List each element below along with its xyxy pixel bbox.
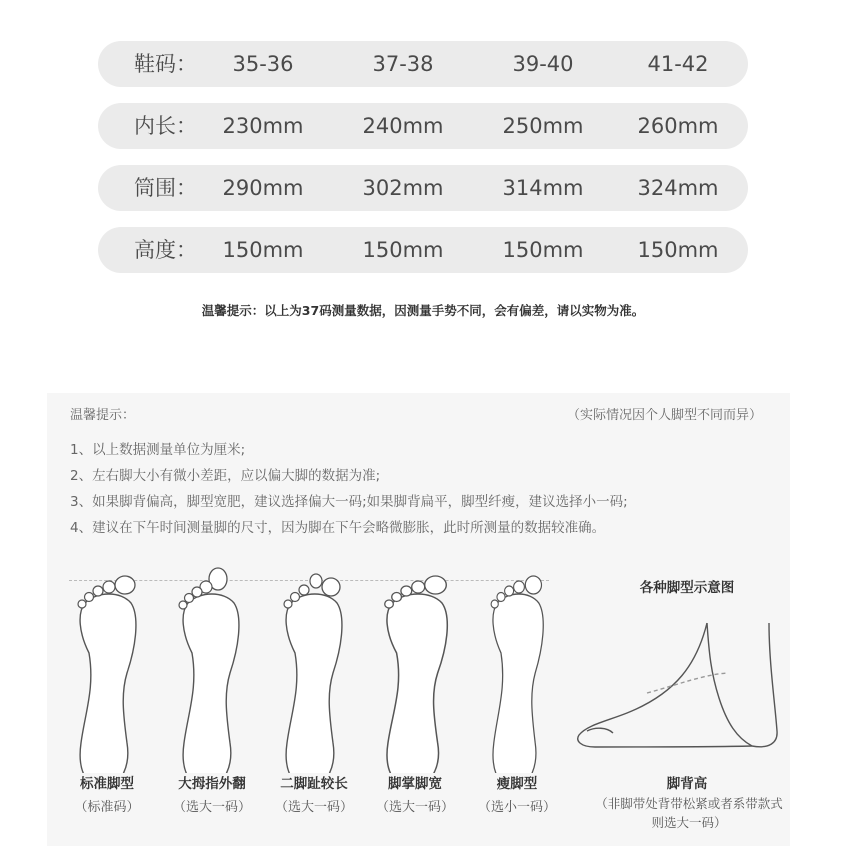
cell: 302mm xyxy=(362,176,444,200)
guide-title: 温馨提示： xyxy=(70,408,136,423)
measurement-note: 温馨提示：以上为37码测量数据，因测量手势不同，会有偏差，请以实物为准。 xyxy=(201,303,645,318)
cell: 260mm xyxy=(637,114,719,138)
foot-high-instep-icon xyxy=(578,623,777,747)
foot-wide-icon xyxy=(385,576,448,773)
guide-right-note: （实际情况因个人脚型不同而异） xyxy=(566,408,762,423)
foot-bunion-icon xyxy=(179,568,239,773)
size-row-height xyxy=(98,227,748,273)
foot-standard-icon xyxy=(78,576,136,773)
cell: 150mm xyxy=(222,238,304,262)
tip-item: 1、以上数据测量单位为厘米; xyxy=(70,442,246,458)
cell: 150mm xyxy=(502,238,584,262)
cell: 41-42 xyxy=(647,52,709,76)
row-label: 鞋码： xyxy=(134,52,197,76)
cell: 230mm xyxy=(222,114,304,138)
row-label: 筒围： xyxy=(134,176,197,200)
size-row-shoe-size xyxy=(98,41,748,87)
cell: 250mm xyxy=(502,114,584,138)
foot-type-sub: （选小一码） xyxy=(477,800,556,815)
size-row-inner-length xyxy=(98,103,748,149)
foot-type-sub: （选大一码） xyxy=(172,800,251,815)
tips-list xyxy=(70,437,628,541)
tip-item: 4、建议在下午时间测量脚的尺寸，因为脚在下午会略微膨胀，此时所测量的数据较准确。 xyxy=(70,520,606,536)
foot-type-sub: （选大一码） xyxy=(375,800,454,815)
cell: 324mm xyxy=(637,176,719,200)
row-label: 内长： xyxy=(134,114,197,138)
row-label: 高度： xyxy=(134,238,197,262)
cell: 39-40 xyxy=(512,52,574,76)
foot-type-name: 大拇指外翻 xyxy=(178,776,246,792)
cell: 150mm xyxy=(637,238,719,262)
instep-sub: （非脚带处背带松紧或者系带款式则选大一码） xyxy=(595,796,783,830)
tip-item: 2、左右脚大小有微小差距，应以偏大脚的数据为准; xyxy=(70,468,381,484)
cell: 37-38 xyxy=(372,52,434,76)
cell: 150mm xyxy=(362,238,444,262)
foot-type-name: 二脚趾较长 xyxy=(280,776,348,792)
foot-long-second-toe-icon xyxy=(284,574,342,773)
foot-type-name: 标准脚型 xyxy=(80,776,134,792)
instep-name: 脚背高 xyxy=(666,776,708,792)
foot-type-name: 瘦脚型 xyxy=(496,776,538,792)
foot-guide-panel xyxy=(47,393,790,846)
foot-type-sub: （选大一码） xyxy=(274,800,353,815)
cell: 35-36 xyxy=(232,52,294,76)
cell: 314mm xyxy=(502,176,584,200)
cell: 290mm xyxy=(222,176,304,200)
tip-item: 3、如果脚背偏高，脚型宽肥，建议选择偏大一码;如果脚背扁平，脚型纤瘦，建议选择小一码; xyxy=(70,494,628,510)
size-row-shaft-circumference xyxy=(98,165,748,211)
foot-type-name: 脚掌脚宽 xyxy=(388,776,442,792)
foot-slim-icon xyxy=(491,576,543,773)
cell: 240mm xyxy=(362,114,444,138)
diagram-title: 各种脚型示意图 xyxy=(639,580,735,596)
foot-type-sub: （标准码） xyxy=(74,800,140,815)
